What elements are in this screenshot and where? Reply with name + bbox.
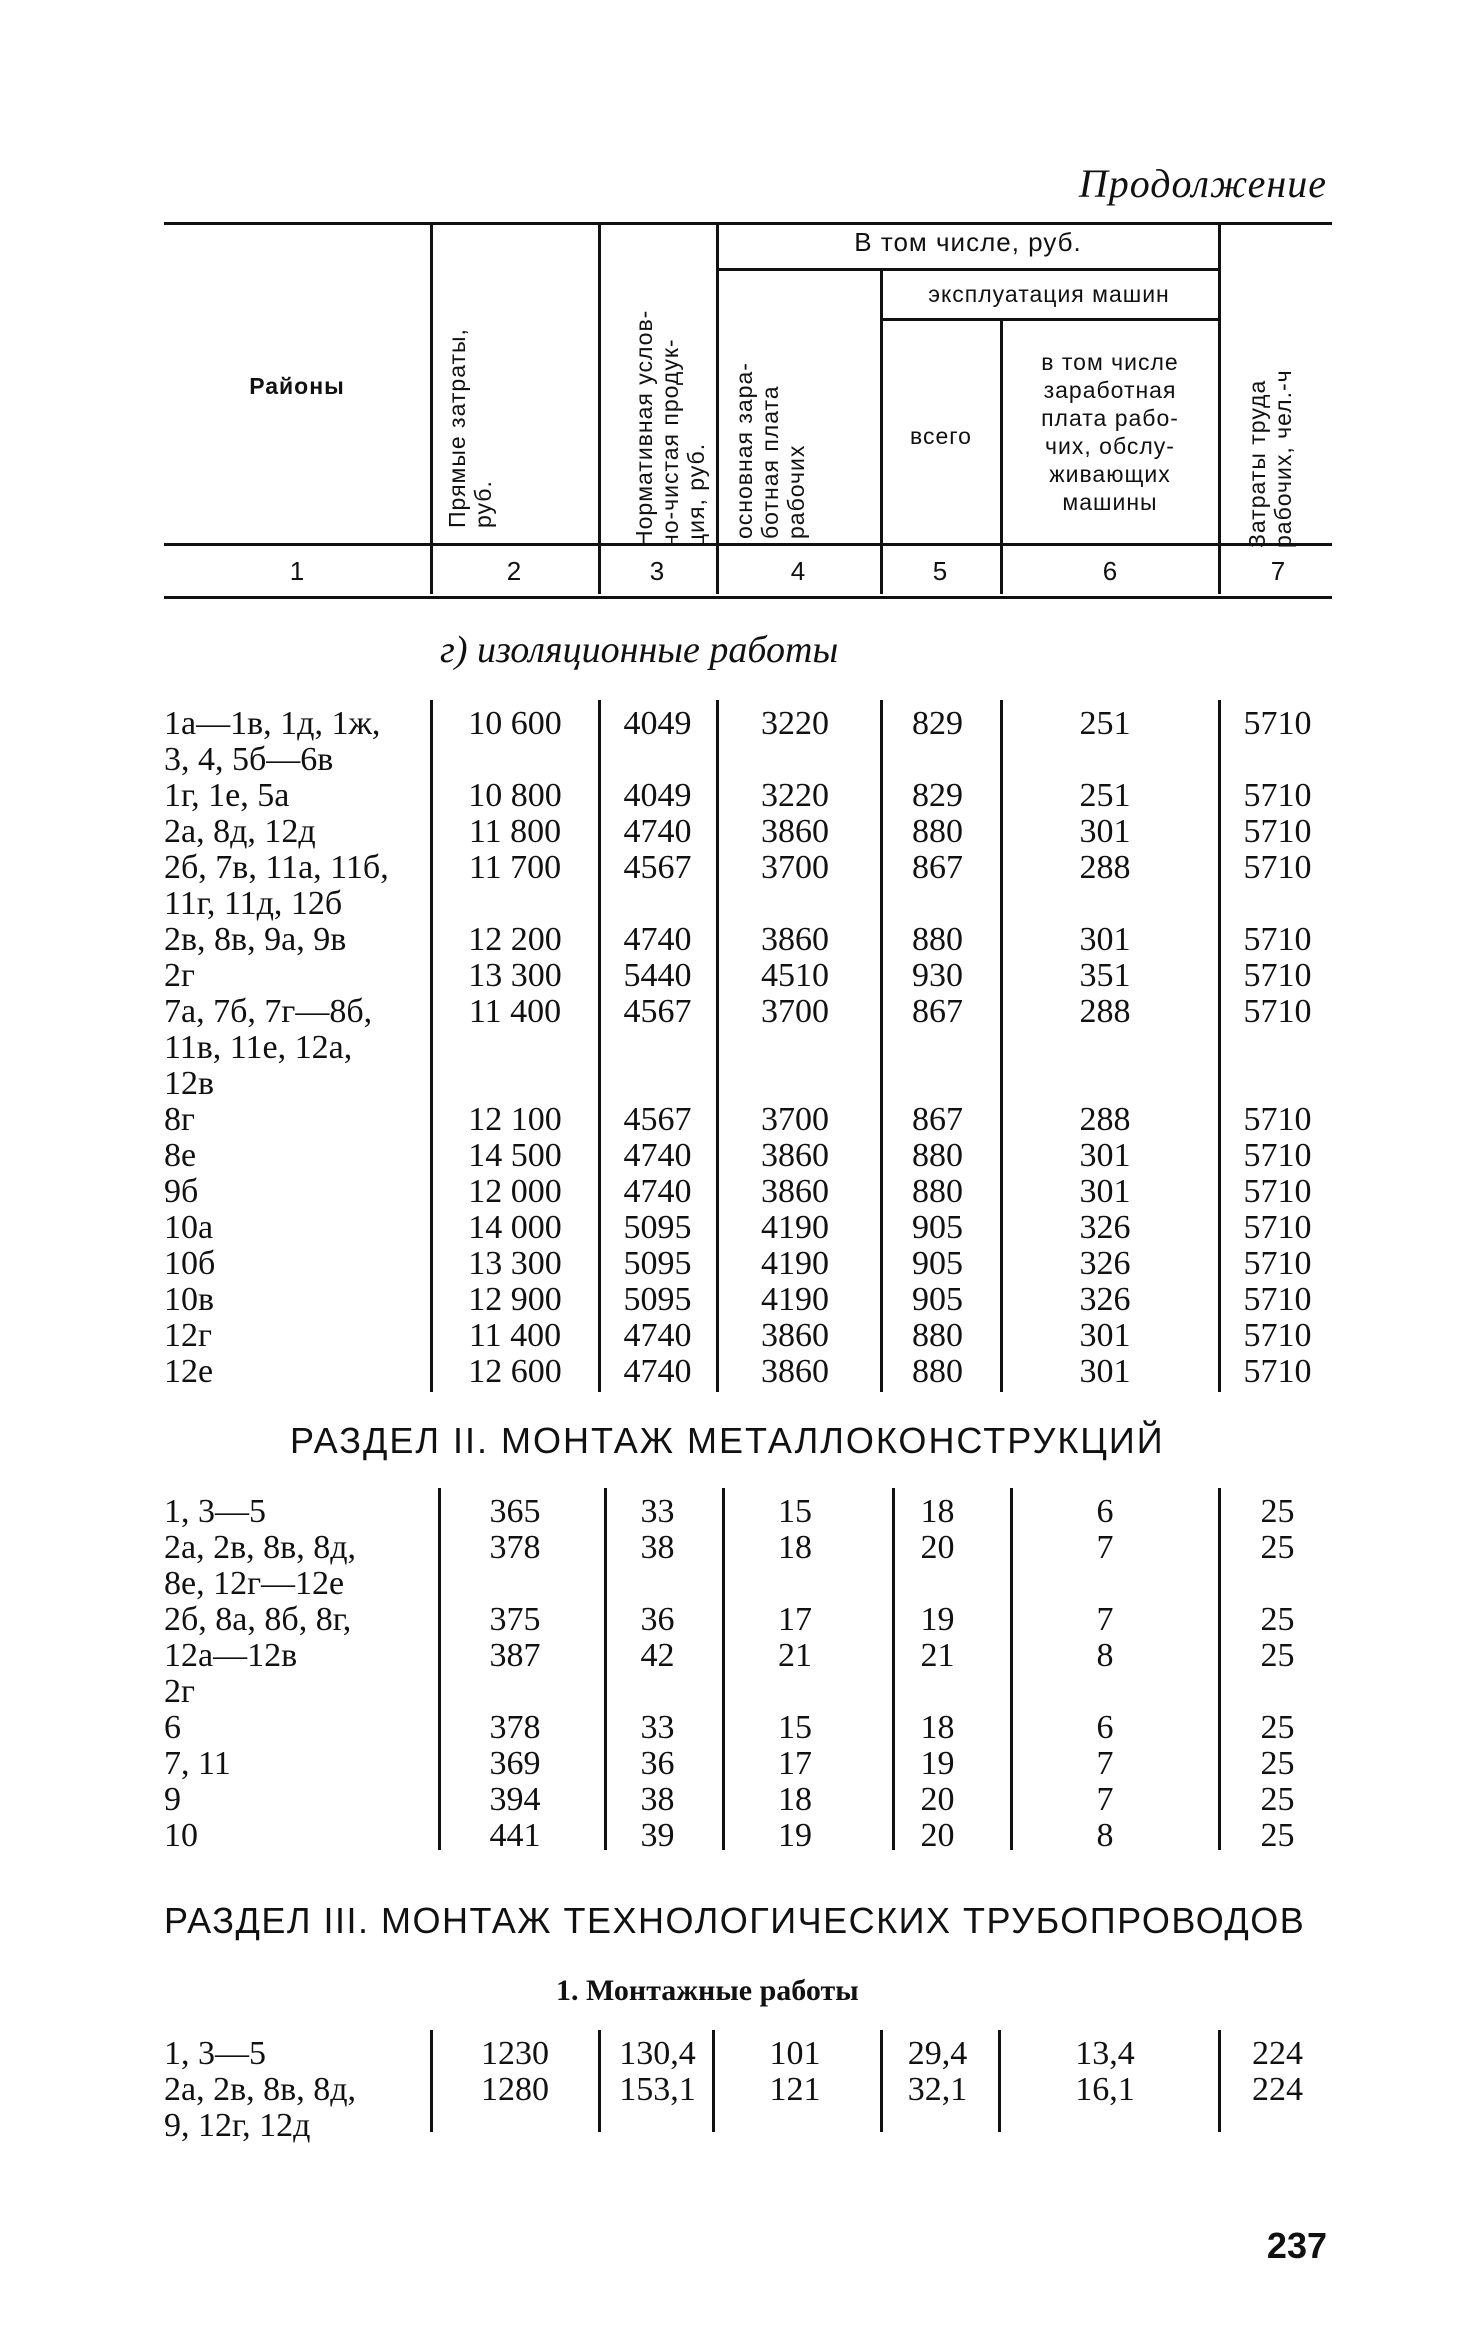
- value-cell: 5710: [1243, 1281, 1312, 1318]
- value-cell: 5095: [623, 1281, 692, 1318]
- value-cell: 5710: [1243, 813, 1312, 850]
- value-cell: 12 900: [468, 1281, 562, 1318]
- value-cell: 880: [912, 813, 963, 850]
- body-divider: [430, 700, 433, 1392]
- value-cell: 4049: [623, 705, 692, 742]
- value-cell: 867: [912, 993, 963, 1030]
- value-cell: 8: [1096, 1637, 1114, 1674]
- value-cell: 905: [912, 1245, 963, 1282]
- value-cell: 4740: [623, 1317, 692, 1354]
- value-cell: 905: [912, 1209, 963, 1246]
- value-cell: 33: [640, 1709, 675, 1746]
- value-cell: 441: [489, 1817, 541, 1854]
- value-cell: 25: [1260, 1745, 1295, 1782]
- header-machine-operation: эксплуатация машин: [928, 281, 1170, 307]
- value-cell: 19: [778, 1817, 812, 1854]
- value-cell: 18: [920, 1709, 955, 1746]
- value-cell: 326: [1079, 1281, 1131, 1318]
- region-cell: 1, 3—5: [164, 1493, 266, 1530]
- value-cell: 16,1: [1075, 2071, 1135, 2108]
- value-cell: 880: [912, 1173, 963, 1210]
- value-cell: 3860: [761, 1173, 829, 1210]
- value-cell: 829: [912, 705, 963, 742]
- value-cell: 4190: [761, 1209, 829, 1246]
- value-cell: 867: [912, 1101, 963, 1138]
- value-cell: 880: [912, 1353, 963, 1390]
- value-cell: 288: [1079, 993, 1131, 1030]
- column-number: 2: [506, 556, 522, 586]
- section-g-title: г) изоляционные работы: [440, 629, 839, 671]
- value-cell: 20: [920, 1529, 955, 1566]
- column-number: 1: [289, 556, 305, 586]
- value-cell: 130,4: [619, 2035, 696, 2072]
- header-divider: [716, 224, 719, 594]
- region-cell: 2б, 8а, 8б, 8г,: [164, 1601, 352, 1638]
- column-number: 6: [1102, 556, 1118, 586]
- value-cell: 326: [1079, 1209, 1131, 1246]
- value-cell: 288: [1079, 1101, 1131, 1138]
- region-cell: 10б: [164, 1245, 216, 1282]
- value-cell: 10 800: [468, 777, 562, 814]
- value-cell: 375: [489, 1601, 541, 1638]
- value-cell: 13 300: [468, 957, 562, 994]
- value-cell: 301: [1079, 921, 1131, 958]
- value-cell: 36: [640, 1745, 675, 1782]
- value-cell: 5710: [1243, 921, 1312, 958]
- value-cell: 5710: [1243, 705, 1312, 742]
- value-cell: 3860: [761, 1137, 829, 1174]
- region-cell: 6: [164, 1709, 181, 1746]
- region-cell: 1а—1в, 1д, 1ж,: [164, 705, 381, 742]
- value-cell: 10 600: [468, 705, 562, 742]
- value-cell: 880: [912, 1317, 963, 1354]
- value-cell: 880: [912, 1137, 963, 1174]
- value-cell: 3220: [761, 777, 829, 814]
- subgroup-underline: [880, 318, 1218, 321]
- value-cell: 905: [912, 1281, 963, 1318]
- value-cell: 7: [1096, 1781, 1114, 1818]
- page-number: 237: [1266, 2225, 1327, 2266]
- value-cell: 25: [1260, 1781, 1295, 1818]
- value-cell: 8: [1096, 1817, 1114, 1854]
- region-cell: 9б: [164, 1173, 199, 1210]
- value-cell: 829: [912, 777, 963, 814]
- value-cell: 17: [778, 1601, 812, 1638]
- value-cell: 25: [1260, 1529, 1295, 1566]
- value-cell: 19: [920, 1601, 955, 1638]
- value-cell: 3700: [761, 993, 829, 1030]
- value-cell: 5710: [1243, 993, 1312, 1030]
- header-machine-wage: в том числе заработная плата рабо- чих, обслу- живающих машины: [1041, 349, 1179, 515]
- region-continuation: 3, 4, 5б—6в: [164, 741, 334, 778]
- value-cell: 12 000: [468, 1173, 562, 1210]
- value-cell: 25: [1260, 1709, 1295, 1746]
- region-cell: 10а: [164, 1209, 214, 1246]
- value-cell: 5710: [1243, 777, 1312, 814]
- value-cell: 11 800: [468, 813, 562, 850]
- header-divider: [598, 224, 601, 594]
- value-cell: 3860: [761, 813, 829, 850]
- section-3-title: РАЗДЕЛ III. МОНТАЖ ТЕХНОЛОГИЧЕСКИХ ТРУБОПРОВОДОВ: [164, 1900, 1306, 1941]
- value-cell: 13,4: [1075, 2035, 1135, 2072]
- value-cell: 20: [920, 1817, 955, 1854]
- value-cell: 36: [640, 1601, 675, 1638]
- value-cell: 301: [1079, 1317, 1131, 1354]
- value-cell: 301: [1079, 1137, 1131, 1174]
- value-cell: 7: [1096, 1601, 1114, 1638]
- value-cell: 4740: [623, 1173, 692, 1210]
- value-cell: 5710: [1243, 849, 1312, 886]
- value-cell: 369: [489, 1745, 541, 1782]
- value-cell: 39: [640, 1817, 675, 1854]
- value-cell: 11 400: [468, 1317, 562, 1354]
- value-cell: 5710: [1243, 957, 1312, 994]
- section-3-subtitle: 1. Монтажные работы: [556, 1974, 859, 2007]
- value-cell: 4190: [761, 1245, 829, 1282]
- header-group-including: В том числе, руб.: [854, 227, 1082, 257]
- value-cell: 3860: [761, 1317, 829, 1354]
- value-cell: 288: [1079, 849, 1131, 886]
- region-cell: 1, 3—5: [164, 2035, 266, 2072]
- value-cell: 1230: [481, 2035, 549, 2072]
- body-divider: [598, 2030, 601, 2132]
- value-cell: 14 500: [468, 1137, 562, 1174]
- value-cell: 326: [1079, 1245, 1131, 1282]
- value-cell: 19: [920, 1745, 955, 1782]
- body-divider: [998, 2030, 1001, 2132]
- value-cell: 18: [778, 1529, 812, 1566]
- value-cell: 301: [1079, 1353, 1131, 1390]
- region-cell: 2в, 8в, 9а, 9в: [164, 921, 347, 958]
- value-cell: 15: [778, 1493, 812, 1530]
- value-cell: 3700: [761, 849, 829, 886]
- value-cell: 21: [920, 1637, 955, 1674]
- body-divider: [430, 2030, 433, 2132]
- value-cell: 25: [1260, 1601, 1295, 1638]
- value-cell: 101: [769, 2035, 821, 2072]
- region-continuation: 12в: [164, 1065, 215, 1102]
- region-cell: 8е: [164, 1137, 197, 1174]
- header-divider: [1218, 224, 1221, 594]
- value-cell: 21: [778, 1637, 812, 1674]
- value-cell: 5710: [1243, 1245, 1312, 1282]
- column-number: 4: [790, 556, 806, 586]
- value-cell: 12 100: [468, 1101, 562, 1138]
- value-cell: 11 700: [468, 849, 562, 886]
- value-cell: 251: [1079, 705, 1131, 742]
- header-divider: [430, 224, 433, 594]
- value-cell: 365: [489, 1493, 541, 1530]
- value-cell: 1280: [481, 2071, 549, 2108]
- region-cell: 10в: [164, 1281, 215, 1318]
- body-divider: [716, 700, 719, 1392]
- numbers-bottom-rule: [164, 596, 1332, 599]
- header-direct-costs: Прямые затраты, руб.: [444, 328, 496, 528]
- value-cell: 38: [640, 1781, 675, 1818]
- header-regions: Районы: [249, 373, 345, 399]
- value-cell: 5095: [623, 1245, 692, 1282]
- continuation-label: Продолжение: [1078, 161, 1327, 206]
- value-cell: 4567: [623, 1101, 692, 1138]
- header-top-rule: [164, 222, 1332, 225]
- value-cell: 6: [1096, 1493, 1114, 1530]
- value-cell: 4510: [761, 957, 829, 994]
- value-cell: 5710: [1243, 1173, 1312, 1210]
- value-cell: 38: [640, 1529, 675, 1566]
- value-cell: 5710: [1243, 1137, 1312, 1174]
- value-cell: 11 400: [468, 993, 562, 1030]
- value-cell: 224: [1252, 2035, 1303, 2072]
- value-cell: 4740: [623, 1137, 692, 1174]
- value-cell: 6: [1096, 1709, 1114, 1746]
- value-cell: 867: [912, 849, 963, 886]
- value-cell: 33: [640, 1493, 675, 1530]
- value-cell: 18: [920, 1493, 955, 1530]
- value-cell: 3860: [761, 1353, 829, 1390]
- value-cell: 7: [1096, 1529, 1114, 1566]
- value-cell: 4049: [623, 777, 692, 814]
- region-continuation: 11г, 11д, 12б: [164, 885, 343, 922]
- header-bottom-rule: [164, 543, 1332, 546]
- region-cell: 2а, 2в, 8в, 8д,: [164, 2071, 356, 2108]
- value-cell: 17: [778, 1745, 812, 1782]
- value-cell: 378: [489, 1709, 541, 1746]
- header-total: всего: [910, 423, 972, 449]
- value-cell: 387: [489, 1637, 541, 1674]
- region-continuation: 9, 12г, 12д: [164, 2107, 311, 2144]
- value-cell: 153,1: [619, 2071, 696, 2108]
- body-divider: [712, 2030, 715, 2132]
- value-cell: 29,4: [907, 2035, 968, 2072]
- region-continuation: 11в, 11е, 12а,: [164, 1029, 353, 1066]
- column-number: 3: [649, 556, 665, 586]
- value-cell: 13 300: [468, 1245, 562, 1282]
- region-cell: 2а, 8д, 12д: [164, 813, 316, 850]
- value-cell: 121: [769, 2071, 821, 2108]
- value-cell: 3700: [761, 1101, 829, 1138]
- body-divider: [598, 700, 601, 1392]
- value-cell: 20: [920, 1781, 955, 1818]
- region-continuation: 8е, 12г—12е: [164, 1565, 345, 1602]
- value-cell: 378: [489, 1529, 541, 1566]
- value-cell: 5440: [623, 957, 692, 994]
- value-cell: 5095: [623, 1209, 692, 1246]
- value-cell: 12 600: [468, 1353, 562, 1390]
- region-cell: 7а, 7б, 7г—8б,: [164, 993, 373, 1030]
- section-2-title: РАЗДЕЛ II. МОНТАЖ МЕТАЛЛОКОНСТРУКЦИЙ: [290, 1420, 1165, 1461]
- value-cell: 301: [1079, 1173, 1131, 1210]
- value-cell: 930: [912, 957, 963, 994]
- value-cell: 301: [1079, 813, 1131, 850]
- header-labor-costs: Затраты труда рабочих, чел.-ч: [1244, 369, 1296, 548]
- header-base-wage: основная зара- ботная плата рабочих: [731, 362, 809, 539]
- value-cell: 5710: [1243, 1101, 1312, 1138]
- value-cell: 25: [1260, 1493, 1295, 1530]
- value-cell: 251: [1079, 777, 1131, 814]
- value-cell: 7: [1096, 1745, 1114, 1782]
- value-cell: 4567: [623, 849, 692, 886]
- value-cell: 25: [1260, 1817, 1295, 1854]
- region-cell: 12г: [164, 1317, 212, 1354]
- region-cell: 1г, 1е, 5а: [164, 777, 290, 814]
- region-cell: 7, 11: [164, 1745, 231, 1782]
- value-cell: 3860: [761, 921, 829, 958]
- region-cell: 2г: [164, 957, 195, 994]
- column-number: 5: [932, 556, 948, 586]
- value-cell: 25: [1260, 1637, 1295, 1674]
- region-continuation: 2г: [164, 1673, 195, 1710]
- value-cell: 5710: [1243, 1209, 1312, 1246]
- region-cell: 10: [164, 1817, 198, 1854]
- value-cell: 880: [912, 921, 963, 958]
- value-cell: 14 000: [468, 1209, 562, 1246]
- value-cell: 12 200: [468, 921, 562, 958]
- region-cell: 8г: [164, 1101, 195, 1138]
- region-cell: 12е: [164, 1353, 214, 1390]
- column-number: 7: [1270, 556, 1286, 586]
- value-cell: 4567: [623, 993, 692, 1030]
- value-cell: 18: [778, 1781, 812, 1818]
- value-cell: 15: [778, 1709, 812, 1746]
- value-cell: 32,1: [907, 2071, 968, 2108]
- region-cell: 9: [164, 1781, 181, 1818]
- value-cell: 5710: [1243, 1317, 1312, 1354]
- value-cell: 4740: [623, 921, 692, 958]
- value-cell: 3220: [761, 705, 829, 742]
- value-cell: 4740: [623, 1353, 692, 1390]
- value-cell: 4740: [623, 813, 692, 850]
- value-cell: 224: [1252, 2071, 1303, 2108]
- region-cell: 12а—12в: [164, 1637, 298, 1674]
- group-underline: [718, 268, 1218, 271]
- value-cell: 351: [1079, 957, 1131, 994]
- region-cell: 2а, 2в, 8в, 8д,: [164, 1529, 356, 1566]
- value-cell: 42: [640, 1637, 675, 1674]
- body-divider: [1000, 700, 1003, 1392]
- region-cell: 2б, 7в, 11а, 11б,: [164, 849, 389, 886]
- value-cell: 4190: [761, 1281, 829, 1318]
- value-cell: 5710: [1243, 1353, 1312, 1390]
- header-net-production: Нормативная услов- но-чистая продук- ция, руб.: [631, 309, 709, 547]
- value-cell: 394: [489, 1781, 541, 1818]
